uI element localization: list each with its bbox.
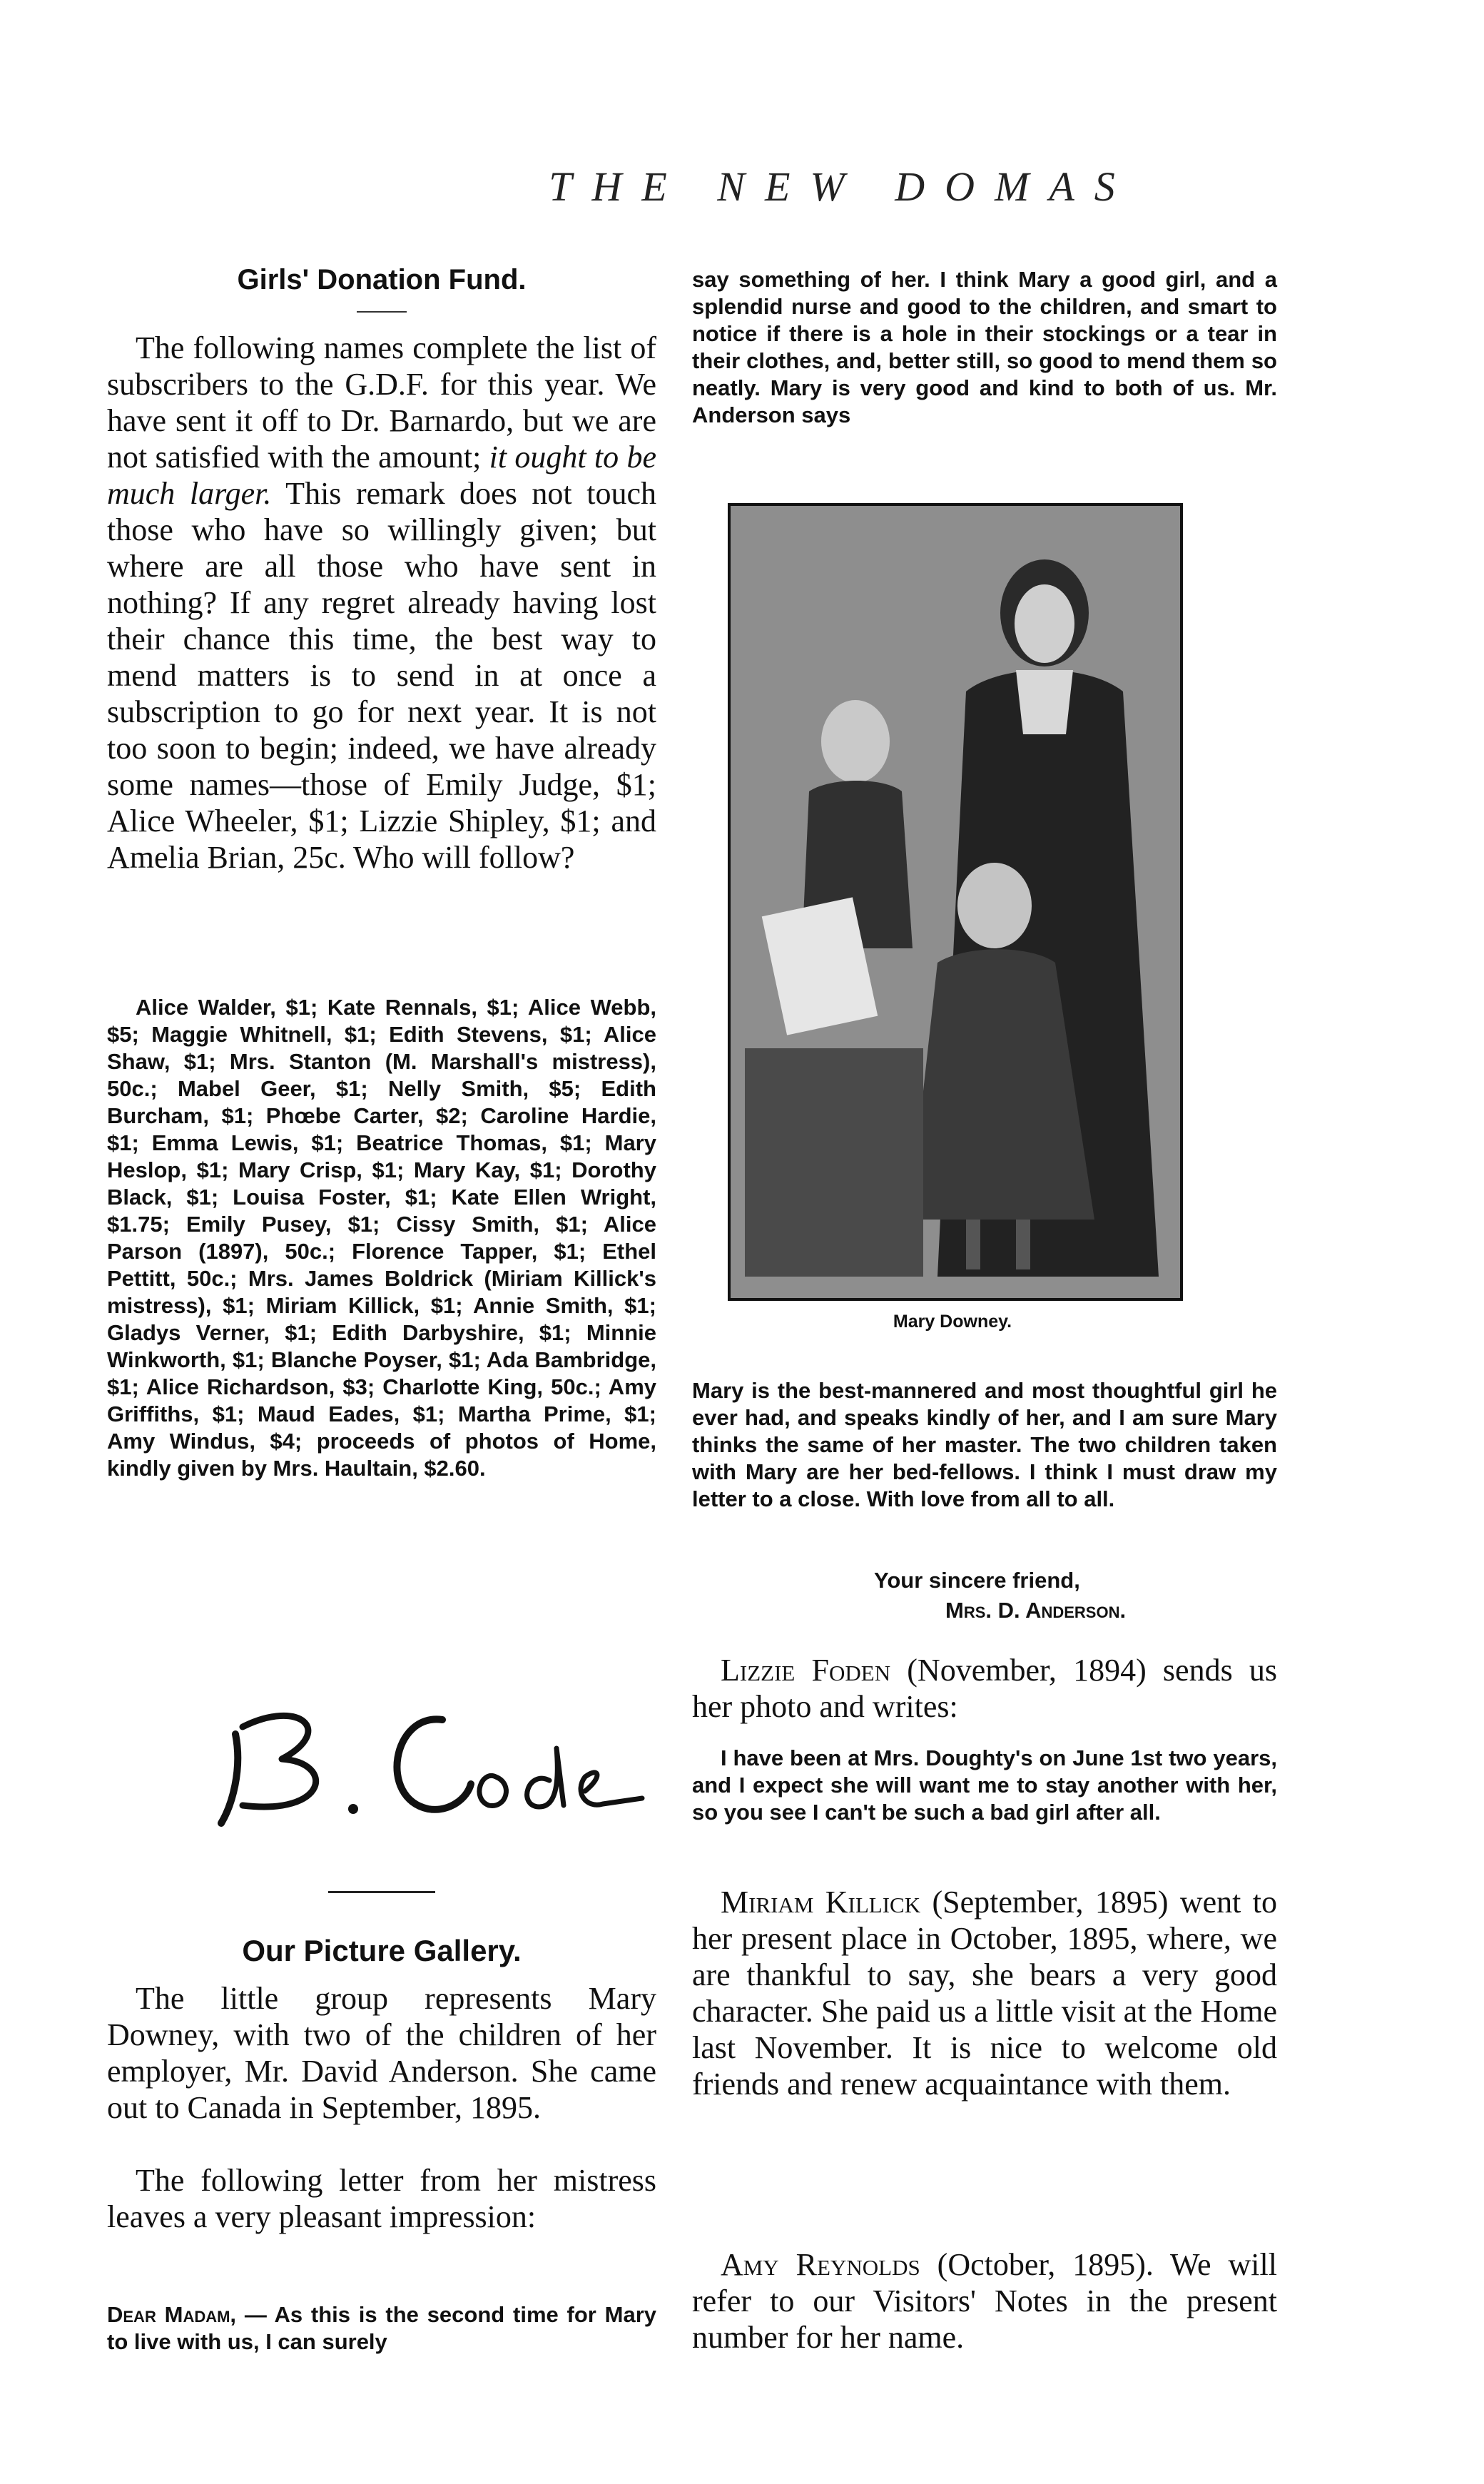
running-header: THE NEW DOMAS [549, 163, 1135, 210]
subscriber-list: Alice Walder, $1; Kate Rennals, $1; Alice Webb, $5; Maggie Whitnell, $1; Edith Stevens, $1; Alice Shaw, $1; Mrs. Stanton (M. Marshall's mistress), 50c.; Mabel Geer, $1; Nelly Smith, $5; Edith Burcham, $1; Phœbe Carter, $2; Caroline Hardie, $1; Emma Lewis, $1; Beatrice Thomas, $1; Mary Heslop, $1; Mary Crisp, $1; Mary Kay, $1; Dorothy Black, $1; Louisa Foster, $1; Kate Ellen Wright, $1.75; Emily Pusey, $1; Cissy Smith, $1; Alice Parson (1897), 50c.; Florence Tapper, $1; Ethel Pettitt, 50c.; Mrs. James Boldrick (Miriam Killick's mistress), $1; Miriam Killick, $1; Annie Smith, $1; Gladys Verner, $1; Edith Darbyshire, $1; Minnie Winkworth, $1; Blanche Poyser, $1; Ada Bambridge, $1; Alice Richardson, $3; Charlotte King, 50c.; Amy Griffiths, $1; Maud Eades, $1; Martha Prime, $1; Amy Windus, $4; proceeds of photos of Home, kindly given by Mrs. Haultain, $2.60. [107, 995, 656, 1481]
lizzie-quote: I have been at Mrs. Doughty's on June 1st two years, and I expect she will want me to stay another with her, so you see I can't be such a bad girl after all. [692, 1745, 1277, 1825]
donation-text-b: This remark does not touch those who have so willingly given; but where are all those who have sent in nothing? If any regret already having lost their chance this time, the best way to mend matters is to send in at once a subscription to go for next year. It is not too soon to begin; indeed, we have already some names—those of Emily Judge, $1; Alice Wheeler, $1; Lizzie Shipley, $1; and Amelia Brian, 25c. Who will follow? [107, 476, 656, 875]
letter-start [107, 2301, 656, 2356]
donation-paragraph [107, 330, 656, 876]
group-photo [728, 503, 1183, 1301]
gallery-paragraph-1: The little group represents Mary Downey, with two of the children of her employer, Mr. David Anderson. She came out to Canada in September, 1895. [107, 1981, 656, 2125]
donation-emphasis: it ought to be much larger. [107, 440, 656, 511]
signature [214, 1691, 649, 1834]
signature-image [214, 1691, 649, 1834]
amy-name: Amy Reynolds [721, 2247, 920, 2282]
photo-caption: Mary Downey. [893, 1312, 1012, 1332]
miriam-text: (September, 1895) went to her present place in October, 1895, where, we are thankful to say, she bears a very good character. She paid us a little visit at the Home last November. It is nice to welcome old friends and renew acquaintance with them. [692, 1885, 1277, 2102]
letter-paragraph-2: Mary is the best-mannered and most thoughtful girl he ever had, and speaks kindly of her, and I am sure Mary thinks the same of her master. The two children taken with Mary are her bed-fellows. I think I must draw my letter to a close. With love from all to all. [692, 1378, 1277, 1511]
heading-dash [357, 311, 407, 313]
photo-figures [731, 506, 1180, 1298]
section-rule [328, 1891, 435, 1893]
miriam-paragraph [692, 1884, 1277, 2102]
amy-paragraph [692, 2246, 1277, 2356]
amy-text: (October, 1895). We will refer to our Visitors' Notes in the present number for her name. [692, 2247, 1277, 2355]
letter-closing: Your sincere friend, [874, 1568, 1080, 1593]
gallery-heading: Our Picture Gallery. [242, 1934, 522, 1967]
lizzie-name: Lizzie Foden [721, 1653, 891, 1688]
letter-signature: Mrs. D. Anderson. [945, 1598, 1127, 1623]
miriam-name: Miriam Killick [721, 1885, 921, 1920]
lizzie-paragraph [692, 1652, 1277, 1725]
lizzie-intro: (November, 1894) sends us her photo and writes: [692, 1653, 1277, 1724]
donation-heading: Girls' Donation Fund. [237, 264, 527, 295]
letter-salutation: Dear Madam, [107, 2302, 237, 2327]
donation-text-a: The following names complete the list of subscribers to the G.D.F. for this year. We have sent it off to Dr. Barnardo, but we are not satisfied with the amount; [107, 330, 656, 475]
gallery-paragraph-2: The following letter from her mistress leaves a very pleasant impression: [107, 2163, 656, 2234]
letter-opening: — As this is the second time for Mary to live with us, I can surely [107, 2302, 657, 2354]
letter-continued: say something of her. I think Mary a good girl, and a splendid nurse and good to the children, and smart to notice if there is a hole in their stockings or a tear in their clothes, and, better still, so good to mend them so neatly. Mary is very good and kind to both of us. Mr. Anderson says [692, 267, 1277, 427]
